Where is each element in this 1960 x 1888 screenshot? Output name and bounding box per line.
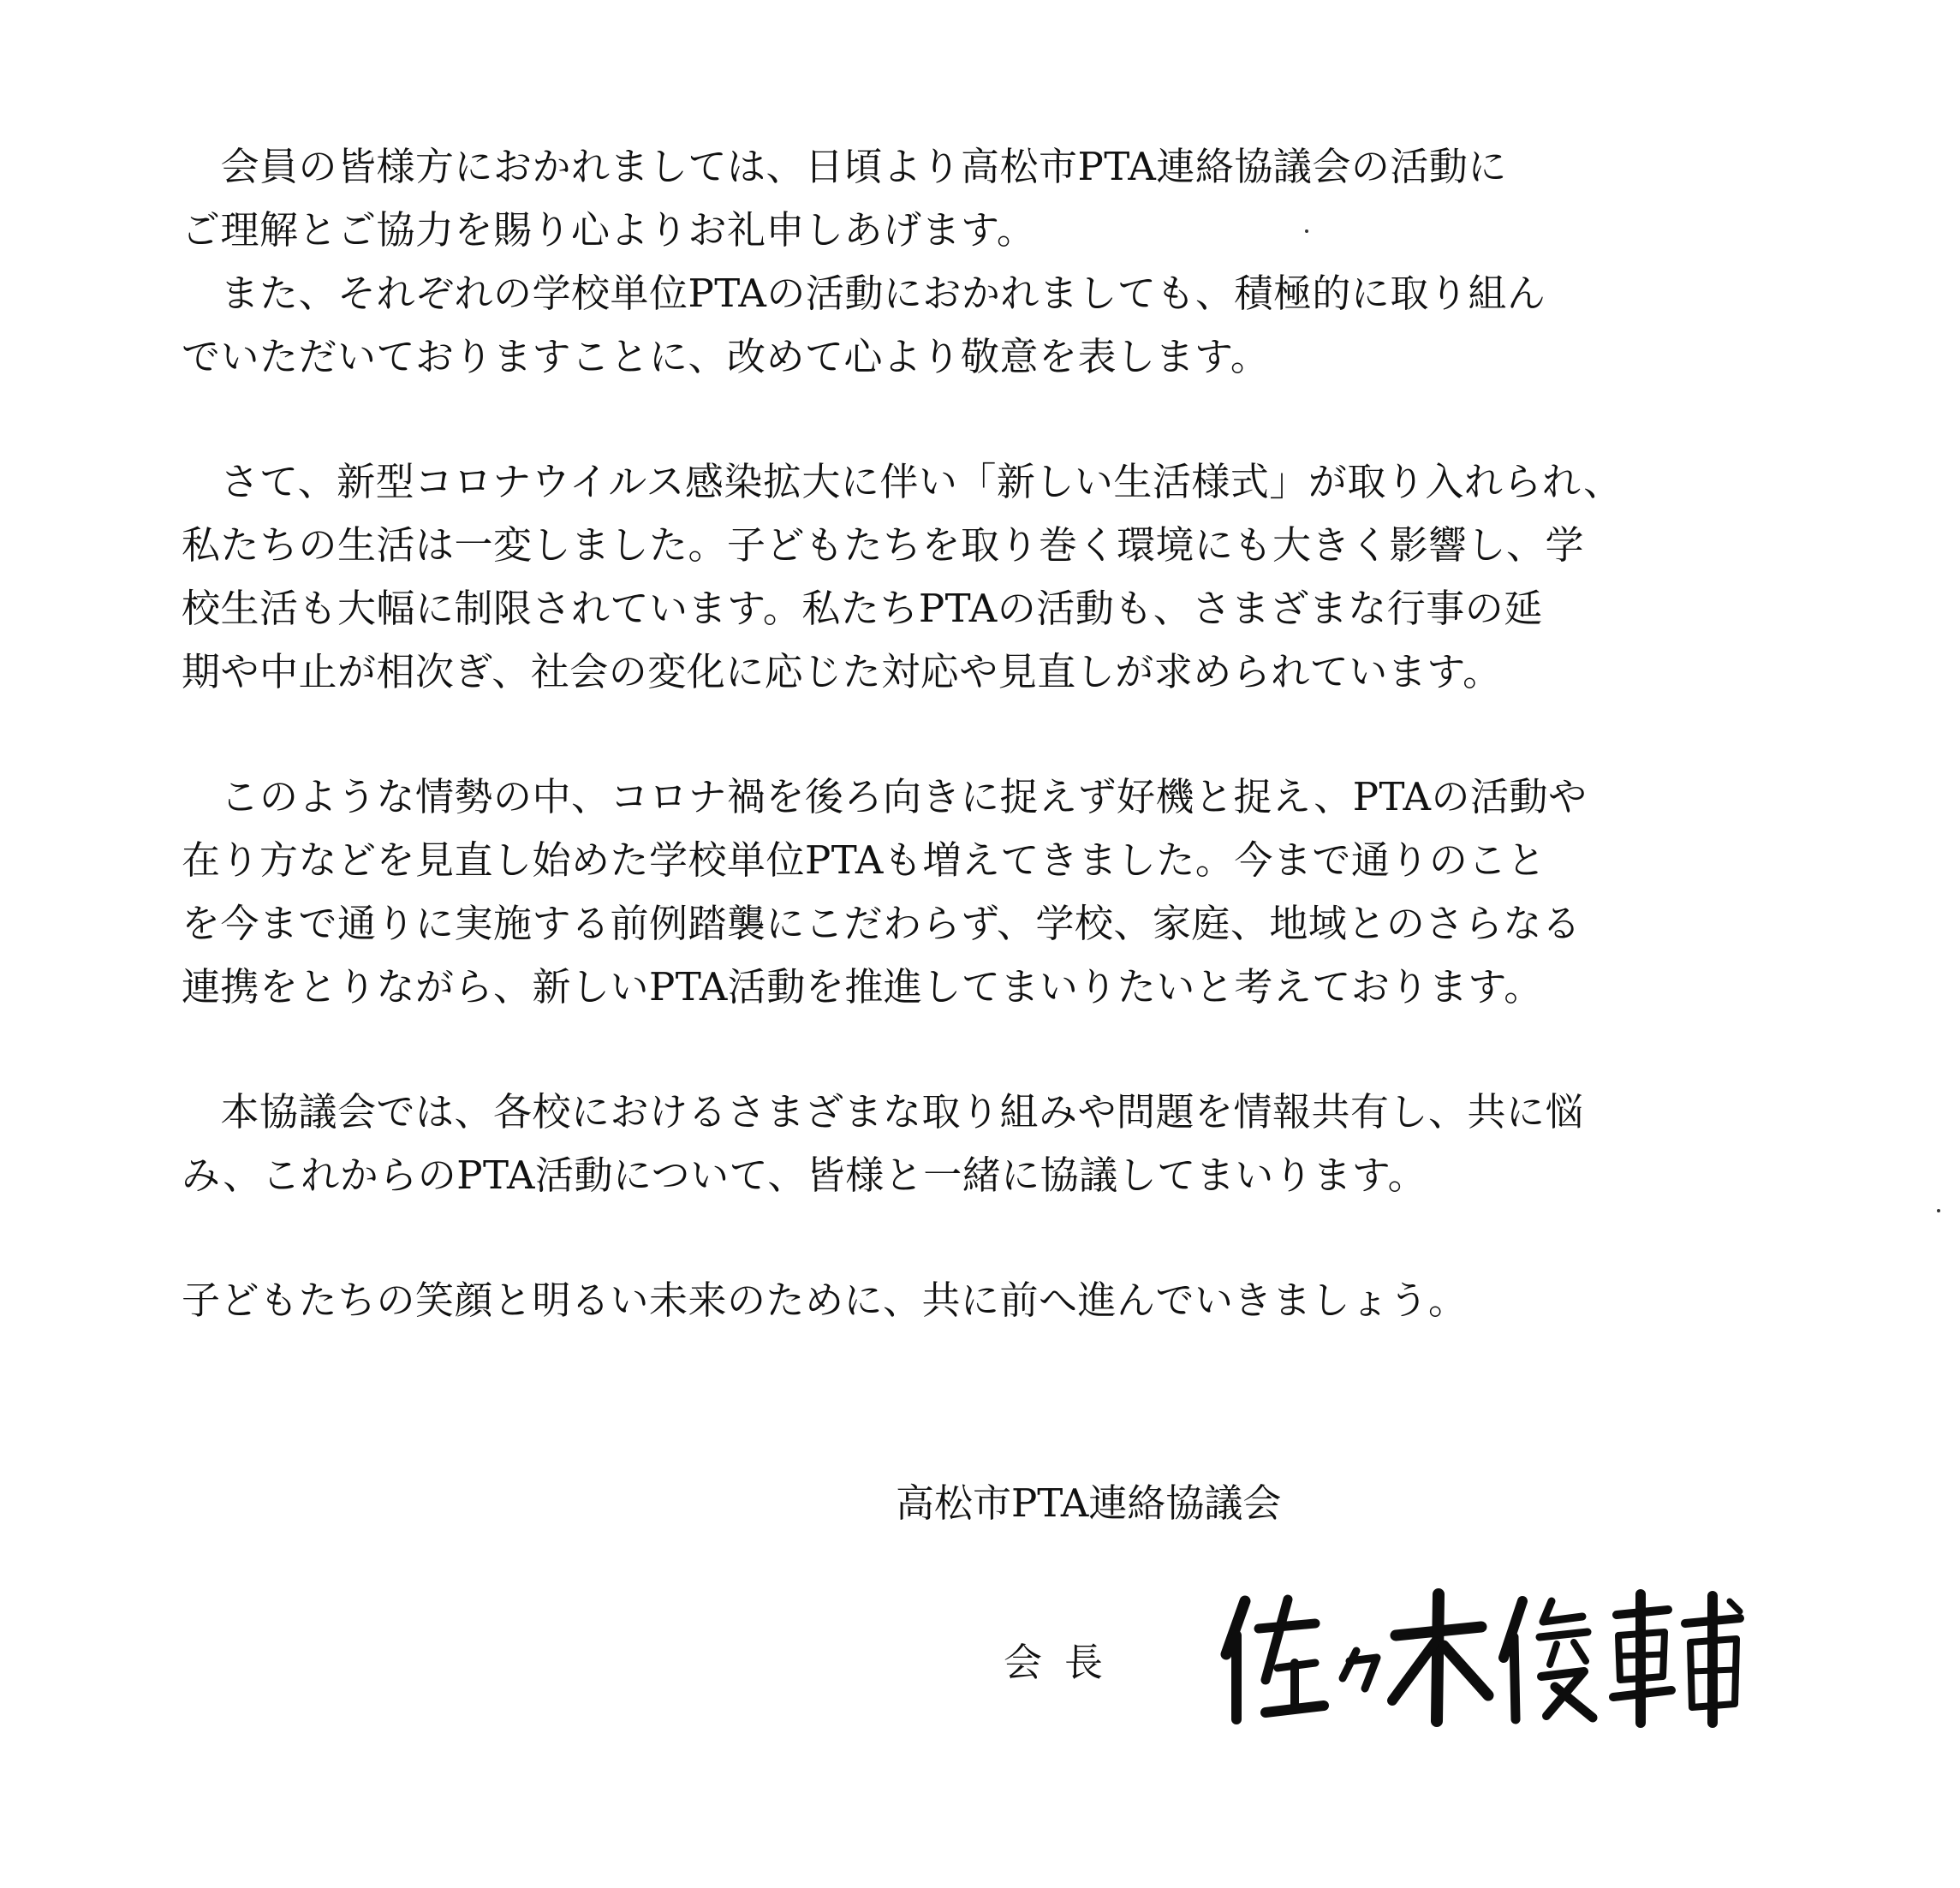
paragraph-3 (182, 765, 1808, 1019)
text-line: 私たちの生活は一変しました。子どもたちを取り巻く環境にも大きく影響し、学 (182, 522, 1585, 568)
scan-speck (1937, 1209, 1940, 1212)
text-line: 期や中止が相次ぎ、社会の変化に応じた対応や見直しが求められています。 (182, 649, 1502, 694)
text-line: 在り方などを見直し始めた学校単位PTAも増えてきました。今まで通りのこと (182, 837, 1546, 883)
paragraph-spacer (182, 704, 1808, 765)
paragraph-1 (182, 135, 1808, 389)
text-line: さて、新型コロナウイルス感染拡大に伴い「新しい生活様式」が取り入れられ、 (182, 459, 1623, 504)
text-line: 子どもたちの笑顔と明るい未来のために、共に前へ進んでいきましょう。 (182, 1278, 1468, 1323)
text-line: 会員の皆様方におかれましては、日頃より高松市PTA連絡協議会の活動に (182, 144, 1507, 189)
paragraph-2 (182, 450, 1808, 704)
scan-speck (1305, 229, 1308, 233)
text-line: み、これからのPTA活動について、皆様と一緒に協議してまいります。 (182, 1152, 1427, 1198)
paragraph-4 (182, 1081, 1808, 1207)
organization-name: 高松市PTA連絡協議会 (896, 1480, 1282, 1526)
paragraph-spacer (182, 1019, 1808, 1081)
text-line: でいただいておりますことに、改めて心より敬意を表します。 (182, 334, 1270, 379)
paragraph-spacer (182, 389, 1808, 450)
president-title: 会長 (1004, 1640, 1126, 1685)
paragraph-5 (182, 1269, 1808, 1332)
text-line: 連携をとりながら、新しいPTA活動を推進してまいりたいと考えております。 (182, 964, 1543, 1010)
text-line: ご理解とご協力を賜り心よりお礼申しあげます。 (182, 207, 1036, 253)
text-line: 校生活も大幅に制限されています。私たちPTAの活動も、さまざまな行事の延 (182, 586, 1543, 631)
text-line: を今まで通りに実施する前例踏襲にこだわらず、学校、家庭、地域とのさらなる (182, 901, 1582, 946)
text-line: また、それぞれの学校単位PTAの活動におかれましても、積極的に取り組ん (182, 271, 1546, 316)
letter-body (182, 135, 1808, 1332)
handwritten-signature (1206, 1575, 1754, 1730)
text-line: 本協議会では、各校におけるさまざまな取り組みや問題を情報共有し、共に悩 (182, 1089, 1585, 1135)
text-line: このような情勢の中、コロナ禍を後ろ向きに捉えず好機と捉え、PTAの活動や (182, 774, 1588, 819)
paragraph-spacer (182, 1207, 1808, 1269)
